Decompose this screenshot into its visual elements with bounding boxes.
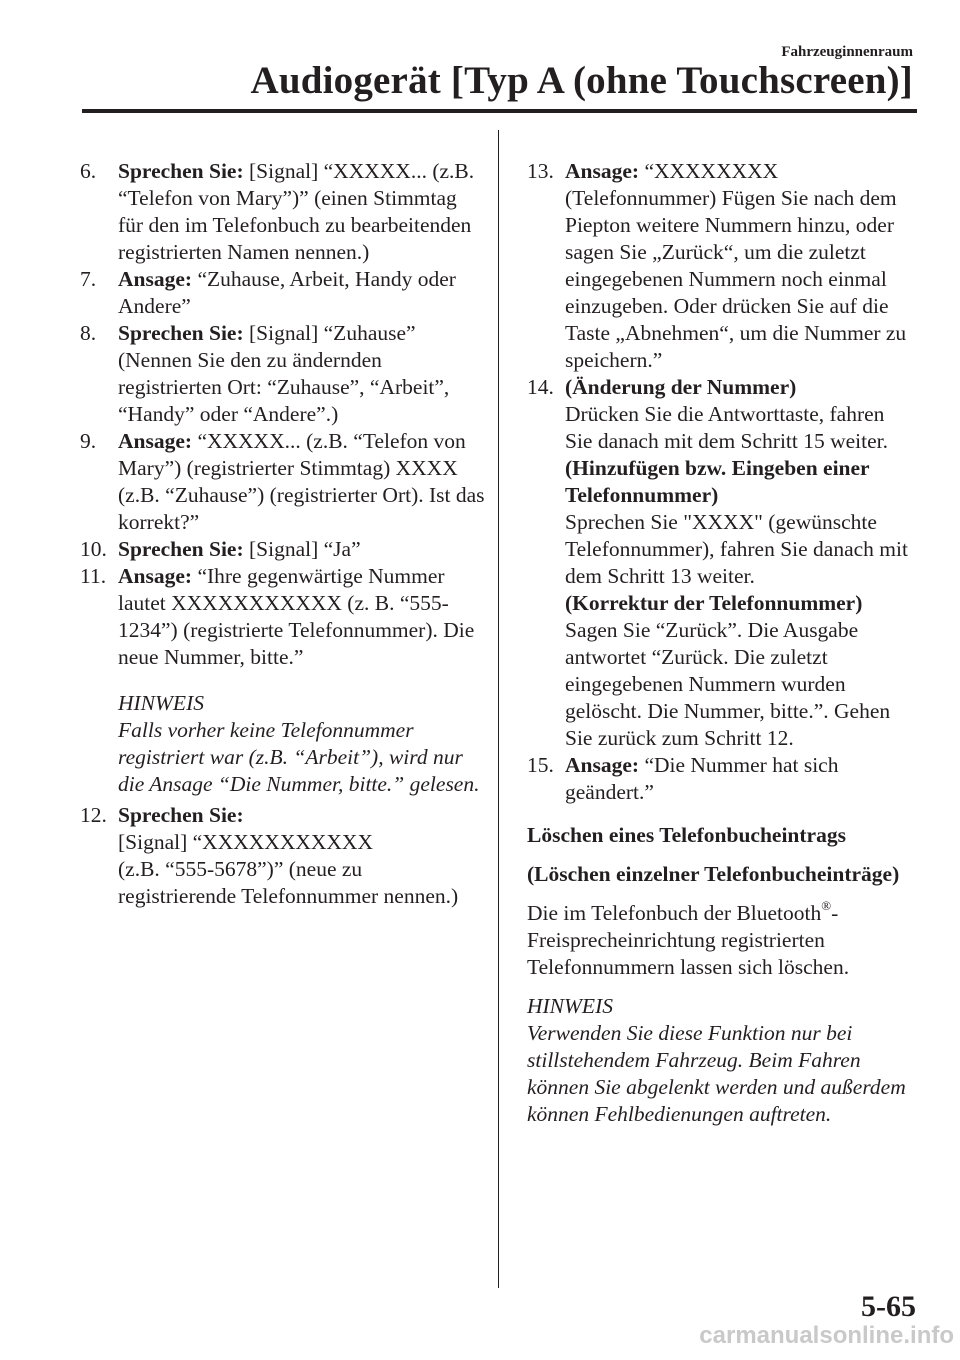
right-column	[527, 158, 917, 1128]
note-text: Falls vorher keine Telefonnummer registriert war (z.B. “Arbeit”), wird nur die Ansage “Die Nummer, bitte.” gelesen.	[118, 718, 480, 796]
step-8	[80, 320, 485, 428]
header-section: Fahrzeuginnenraum	[781, 44, 913, 60]
section-subheading: (Löschen einzelner Telefonbucheinträge)	[527, 862, 900, 886]
sub-text: Sagen Sie “Zurück”. Die Ausgabe antwortet “Zurück. Die zuletzt eingegebenen Nummern wurden gelöscht. Die Nummer, bitte.”. Gehen Sie zurück zum Schritt 12.	[565, 618, 891, 750]
section-heading: Löschen eines Telefonbucheintrags	[527, 823, 846, 847]
step-label: Sprechen Sie:	[118, 537, 244, 561]
step-7	[80, 266, 485, 320]
subhead-change-number: (Änderung der Nummer)	[565, 375, 797, 399]
step-11	[80, 563, 485, 671]
step-label: Ansage:	[118, 564, 193, 588]
step-label: Sprechen Sie:	[118, 321, 244, 345]
step-number: 10.	[80, 537, 107, 561]
step-text: [Signal] “Zuhause” (Nennen Sie den zu ändernden registrierten Ort: “Zuhause”, “Arbeit”, “Handy” oder “Andere”.)	[118, 321, 450, 426]
step-label: Ansage:	[118, 267, 193, 291]
column-divider	[498, 130, 499, 1288]
step-13	[527, 158, 917, 374]
step-label: Ansage:	[565, 753, 640, 777]
step-text: “XXXXXXXX (Telefonnummer) Fügen Sie nach dem Piepton weitere Nummern hinzu, oder sagen Sie „Zurück“, um die zuletzt eingegebenen Nummern noch einmal einzugeben. Oder drücken Sie auf die Taste „Abnehmen“, um die Nummer zu speichern.”	[565, 159, 907, 372]
step-6	[80, 158, 485, 266]
left-column	[80, 158, 485, 910]
subhead-correct-number: (Korrektur der Telefonnummer)	[565, 591, 863, 615]
step-number: 11.	[80, 564, 107, 588]
watermark: carmanualsonline.info	[699, 1322, 954, 1349]
step-text: [Signal] “XXXXX... (z.B. “Telefon von Mary”)” (einen Stimmtag für den im Telefonbuch zu bearbeitenden registrierten Namen nennen.)	[118, 159, 475, 264]
header-rule	[82, 109, 917, 113]
sub-text: Sprechen Sie "XXXX" (gewünschte Telefonnummer), fahren Sie danach mit dem Schritt 13 weiter.	[565, 510, 908, 588]
page-number: 5-65	[861, 1290, 916, 1323]
body-paragraph	[527, 897, 917, 981]
note-block	[80, 690, 485, 798]
step-line: [Signal] “XXXXXXXXXXX	[118, 830, 373, 854]
step-text: “Zuhause, Arbeit, Handy oder Andere”	[118, 267, 456, 318]
step-text: “Ihre gegenwärtige Nummer lautet XXXXXXXXXXX (z. B. “555-1234”) (registrierte Telefonnummer). Die neue Nummer, bitte.”	[118, 564, 475, 669]
step-number: 15.	[527, 753, 554, 777]
step-number: 8.	[80, 321, 97, 345]
step-10	[80, 536, 485, 563]
step-label: Sprechen Sie:	[118, 159, 244, 183]
step-text: “Die Nummer hat sich geändert.”	[565, 753, 839, 804]
step-number: 9.	[80, 429, 97, 453]
step-12	[80, 802, 485, 910]
para-before: Die im Telefonbuch der Bluetooth	[527, 901, 822, 925]
step-label: Ansage:	[565, 159, 640, 183]
step-9	[80, 428, 485, 536]
step-text: (z.B. “555-5678”)” (neue zu registrierende Telefonnummer nennen.)	[118, 857, 459, 908]
step-number: 6.	[80, 159, 97, 183]
note-title: HINWEIS	[527, 994, 613, 1018]
para-after: -Freisprecheinrichtung registrierten Telefonnummern lassen sich löschen.	[527, 901, 850, 979]
subhead-add-number: (Hinzufügen bzw. Eingeben einer Telefonnummer)	[565, 456, 870, 507]
step-15	[527, 752, 917, 806]
page-title: Audiogerät [Typ A (ohne Touchscreen)]	[250, 59, 913, 102]
sub-text: Drücken Sie die Antworttaste, fahren Sie danach mit dem Schritt 15 weiter.	[565, 402, 889, 453]
step-number: 12.	[80, 803, 107, 827]
step-number: 13.	[527, 159, 554, 183]
note-title: HINWEIS	[118, 691, 204, 715]
note-block	[527, 993, 917, 1128]
step-text: [Signal] “Ja”	[243, 537, 361, 561]
note-text: Verwenden Sie diese Funktion nur bei stillstehendem Fahrzeug. Beim Fahren können Sie abgelenkt werden und außerdem können Fehlbedienungen auftreten.	[527, 1021, 906, 1126]
step-text: “XXXXX... (z.B. “Telefon von Mary”) (registrierter Stimmtag) XXXX (z.B. “Zuhause”) (registrierter Ort). Ist das korrekt?”	[118, 429, 485, 534]
step-14	[527, 374, 917, 752]
step-number: 7.	[80, 267, 97, 291]
step-label: Sprechen Sie:	[118, 803, 244, 827]
step-number: 14.	[527, 375, 554, 399]
step-label: Ansage:	[118, 429, 193, 453]
registered-mark: ®	[821, 897, 832, 913]
